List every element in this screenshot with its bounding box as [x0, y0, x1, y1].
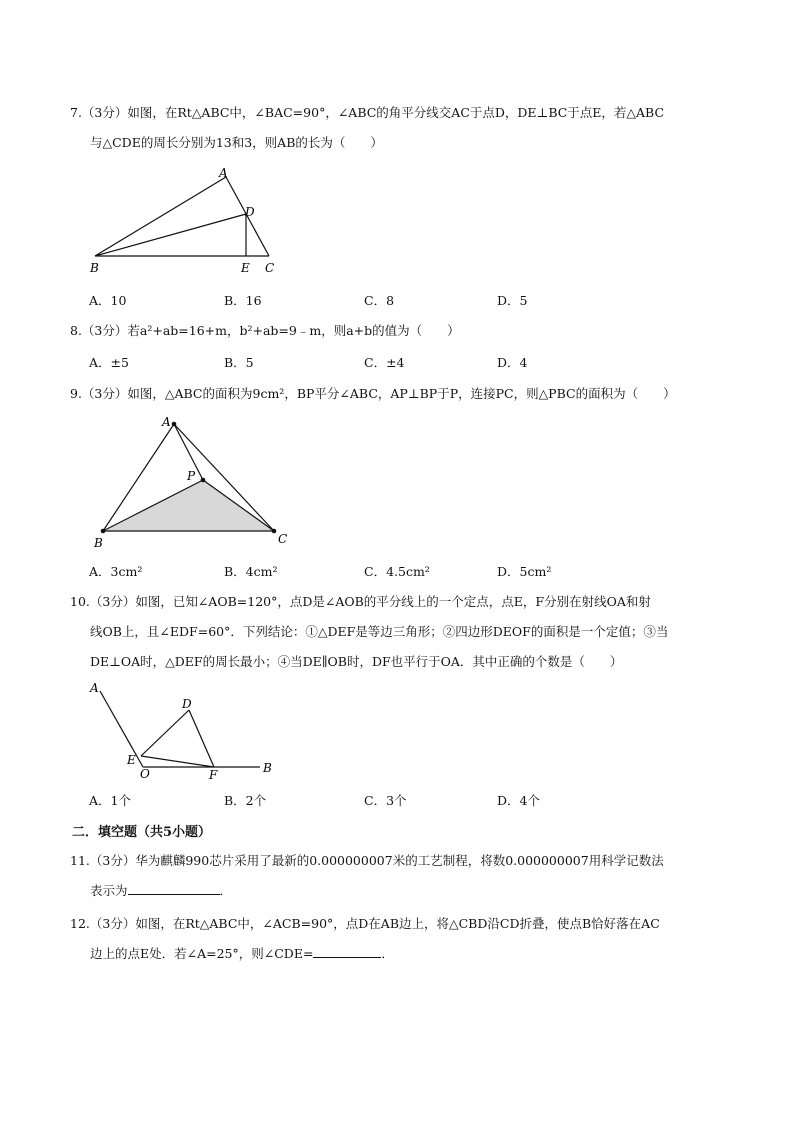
label-A: A	[162, 415, 171, 429]
label-C: C	[278, 532, 288, 546]
option-d: D．5cm²	[497, 564, 552, 579]
option-a: A．10	[89, 293, 127, 308]
label-D: D	[182, 697, 192, 711]
option-a: A．±5	[89, 355, 129, 370]
label-P: P	[187, 469, 196, 483]
figure-q7-triangle	[85, 160, 305, 280]
answer-blank[interactable]	[128, 880, 220, 895]
option-c: C．3个	[364, 793, 407, 808]
label-E: E	[241, 261, 250, 275]
question-11	[70, 846, 730, 906]
question-9-line-1: 9.（3分）如图，△ABC的面积为9cm²，BP平分∠ABC，AP⊥BP于P，连接PC，则△PBC的面积为（ ）	[70, 386, 676, 401]
label-F: F	[209, 768, 218, 781]
label-B: B	[94, 536, 103, 550]
question-11-line-1: 11.（3分）华为麒麟990芯片采用了最新的0.000000007米的工艺制程，将数0.000000007用科学记数法	[70, 853, 664, 868]
question-7-line-2: 与△CDE的周长分别为13和3，则AB的长为（ ）	[90, 135, 383, 150]
question-10-line-2: 线OB上，且∠EDF=60°．下列结论：①△DEF是等边三角形；②四边形DEOF的面积是一个定值；③当	[90, 624, 669, 639]
label-D: D	[245, 205, 255, 219]
question-12	[70, 909, 730, 969]
answer-blank[interactable]	[313, 943, 381, 958]
label-O: O	[140, 767, 150, 781]
question-10-line-3: DE⊥OA时，△DEF的周长最小；④当DE∥OB时，DF也平行于OA．其中正确的个数是（ ）	[90, 654, 623, 669]
question-10-line-1: 10.（3分）如图，已知∠AOB=120°，点D是∠AOB的平分线上的一个定点，点E，F分别在射线OA和射	[70, 594, 651, 609]
question-7	[70, 98, 730, 158]
option-a: A．1个	[89, 793, 131, 808]
question-8-line-1: 8.（3分）若a²+ab=16+m，b²+ab=9﹣m，则a+b的值为（ ）	[70, 323, 460, 338]
option-b: B．16	[224, 293, 262, 308]
option-d: D．4个	[497, 793, 540, 808]
section-2-title: 二．填空题（共5小题）	[72, 825, 212, 840]
question-12-line-1: 12.（3分）如图，在Rt△ABC中，∠ACB=90°，点D在AB边上，将△CBD沿CD折叠，使点B恰好落在AC	[70, 916, 660, 931]
option-b: B．4cm²	[224, 564, 278, 579]
option-c: C．4.5cm²	[364, 564, 430, 579]
label-B: B	[90, 261, 99, 275]
question-11-line-2	[70, 876, 730, 906]
option-b: B．2个	[224, 793, 267, 808]
label-C: C	[265, 261, 275, 275]
question-7-line-1: 7.（3分）如图，在Rt△ABC中，∠BAC=90°，∠ABC的角平分线交AC于点D，DE⊥BC于点E，若△ABC	[70, 105, 665, 120]
option-d: D．5	[497, 293, 528, 308]
option-c: C．±4	[364, 355, 405, 370]
label-B: B	[263, 761, 272, 775]
question-11-line-2-text: 表示为	[90, 883, 128, 898]
label-E: E	[127, 753, 136, 767]
option-d: D．4	[497, 355, 528, 370]
question-12-end: ．	[381, 946, 394, 961]
question-10	[70, 587, 730, 677]
label-A: A	[219, 166, 228, 180]
label-A: A	[90, 681, 99, 695]
question-12-line-2-text: 边上的点E处．若∠A=25°，则∠CDE=	[90, 946, 314, 961]
figure-q10-angle	[86, 676, 286, 781]
question-8	[70, 316, 730, 346]
question-9	[70, 379, 730, 409]
question-11-end: ．	[219, 883, 233, 898]
option-a: A．3cm²	[89, 564, 143, 579]
option-c: C．8	[364, 293, 395, 308]
figure-q9-triangle	[88, 412, 308, 552]
option-b: B．5	[224, 355, 254, 370]
question-12-line-2	[70, 939, 730, 969]
